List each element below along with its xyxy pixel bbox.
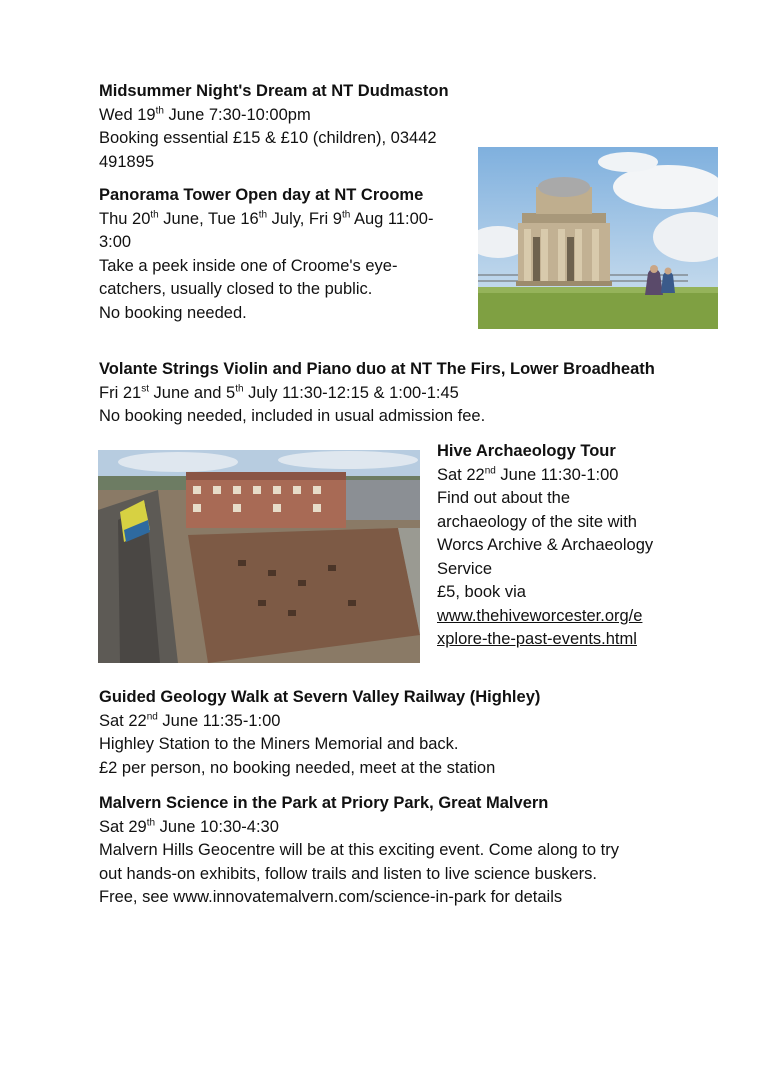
event-detail: catchers, usually closed to the public. bbox=[99, 280, 373, 298]
event-date: Sat 22nd June 11:35-1:00 bbox=[99, 711, 281, 730]
event-title: Midsummer Night's Dream at NT Dudmaston bbox=[99, 82, 449, 100]
event-croome bbox=[99, 184, 469, 325]
event-hive bbox=[437, 440, 737, 652]
event-date: Thu 20th June, Tue 16th July, Fri 9th Aug 11:00- bbox=[99, 209, 434, 228]
event-detail: archaeology of the site with bbox=[437, 512, 637, 531]
event-title: Hive Archaeology Tour bbox=[437, 442, 616, 460]
event-detail: Malvern Hills Geocentre will be at this exciting event. Come along to try bbox=[99, 841, 619, 859]
event-detail: Highley Station to the Miners Memorial and back. bbox=[99, 735, 459, 753]
event-title: Malvern Science in the Park at Priory Park, Great Malvern bbox=[99, 794, 549, 812]
event-date: Sat 29th June 10:30-4:30 bbox=[99, 817, 279, 836]
event-date: Sat 22nd June 11:30-1:00 bbox=[437, 465, 619, 484]
event-detail: £5, book via bbox=[437, 583, 526, 601]
event-detail: Booking essential £15 & £10 (children), 03442 bbox=[99, 129, 437, 147]
event-detail: Find out about the bbox=[437, 489, 571, 507]
event-geology-walk bbox=[99, 686, 699, 780]
event-detail: Take a peek inside one of Croome's eye- bbox=[99, 256, 398, 275]
event-detail: No booking needed. bbox=[99, 303, 247, 322]
event-title: Volante Strings Violin and Piano duo at NT The Firs, Lower Broadheath bbox=[99, 360, 655, 378]
event-detail: Free, see www.innovatemalvern.com/science-in-park for details bbox=[99, 888, 563, 906]
event-the-firs bbox=[99, 358, 699, 429]
event-detail: Service bbox=[437, 559, 493, 578]
event-detail: No booking needed, included in usual admission fee. bbox=[99, 407, 486, 425]
event-detail: 491895 bbox=[99, 152, 155, 171]
event-date: Fri 21st June and 5th July 11:30-12:15 & 1:00-1:45 bbox=[99, 383, 459, 402]
hive-archaeology-photo bbox=[98, 450, 420, 663]
hive-link[interactable]: www.thehiveworcester.org/e xplore-the-past-events.html bbox=[437, 606, 643, 648]
event-dudmaston bbox=[99, 80, 479, 174]
event-date: Wed 19th June 7:30-10:00pm bbox=[99, 105, 311, 124]
event-science-park bbox=[99, 792, 719, 910]
event-detail: 3:00 bbox=[99, 233, 132, 251]
croome-tower-photo bbox=[478, 147, 718, 329]
event-title: Guided Geology Walk at Severn Valley Railway (Highley) bbox=[99, 688, 541, 706]
event-detail: Worcs Archive & Archaeology bbox=[437, 536, 654, 554]
event-detail: £2 per person, no booking needed, meet at the station bbox=[99, 758, 496, 777]
event-title: Panorama Tower Open day at NT Croome bbox=[99, 186, 424, 204]
event-detail: out hands-on exhibits, follow trails and listen to live science buskers. bbox=[99, 864, 598, 883]
